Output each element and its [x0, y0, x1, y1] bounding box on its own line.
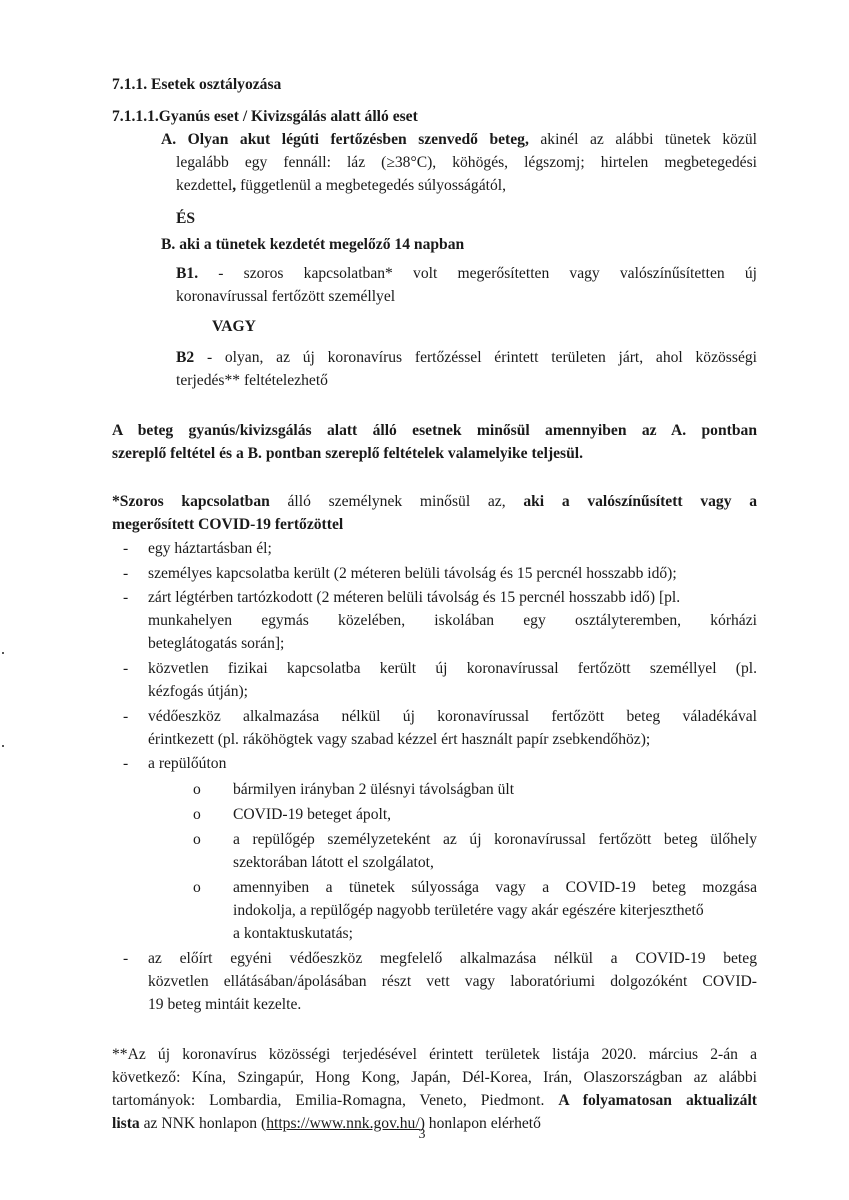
list-item-continuation: beteglátogatás során];	[148, 635, 285, 652]
list-item: az előírt egyéni védőeszköz megfelelő alkalmazása nélkül a COVID-19 beteg	[148, 950, 757, 967]
vagy-connector: VAGY	[212, 318, 256, 335]
point-a-bold: A. Olyan akut légúti fertőzésben szenvedő beteg,	[161, 131, 529, 148]
nnk-link[interactable]: https://www.nnk.gov.hu/	[266, 1115, 420, 1132]
footnote-line-2: következő: Kína, Szingapúr, Hong Kong, Japán, Dél-Korea, Irán, Olaszországban az alábbi	[112, 1069, 757, 1086]
list-item: védőeszköz alkalmazása nélkül új koronavírussal fertőzött beteg váladékával	[148, 708, 757, 725]
sub-list-item: bármilyen irányban 2 ülésnyi távolságban ült	[233, 781, 515, 798]
summary-line-2: szereplő feltétel és a B. pontban szereplő feltételek valamelyike teljesül.	[112, 445, 584, 462]
bullet-dash: -	[123, 950, 129, 967]
sub-bullet-circle: o	[193, 879, 201, 896]
list-item: személyes kapcsolatba került (2 méteren belüli távolság és 15 percnél hosszabb idő);	[148, 565, 677, 582]
sub-list-item-continuation: szektorában látott el szolgálatot,	[233, 854, 434, 871]
sub-bullet-circle: o	[193, 806, 201, 823]
point-a-l3a: kezdettel	[176, 177, 233, 194]
list-item: zárt légtérben tartózkodott (2 méteren belüli távolság és 15 percnél hosszabb idő) [pl.	[148, 589, 681, 606]
bullet-dash: -	[123, 755, 129, 772]
bullet-dash: -	[123, 708, 129, 725]
point-a-line-2: legalább egy fennáll: láz (≥38°C), köhögés, légszomj; hirtelen megbetegedési	[176, 154, 757, 171]
b2-line-1	[176, 346, 757, 369]
list-item-continuation: 19 beteg mintáit kezelte.	[148, 996, 302, 1013]
b1-line-1	[176, 262, 757, 285]
point-a-line-1	[161, 128, 757, 151]
bullet-dash: -	[123, 565, 129, 582]
scan-speck	[2, 652, 4, 654]
bullet-dash: -	[123, 589, 129, 606]
subsection-heading: 7.1.1.1.Gyanús eset / Kivizsgálás alatt álló eset	[112, 108, 418, 125]
b2-line-2: terjedés** feltételezhető	[176, 372, 328, 389]
close-contact-line-1	[112, 490, 757, 513]
list-item-continuation: munkahelyen egymás közelében, iskolában egy osztályteremben, kórházi	[148, 612, 757, 629]
section-heading: 7.1.1. Esetek osztályozása	[112, 76, 282, 93]
list-item-continuation: kézfogás útján);	[148, 683, 249, 700]
footnote-l4-tail: ) honlapon elérhető	[419, 1115, 541, 1132]
close-contact-line-2: megerősített COVID-19 fertőzöttel	[112, 516, 344, 533]
page-number: 3	[418, 1127, 426, 1142]
close-contact-bold-c: aki a valószínűsített vagy a	[523, 493, 758, 510]
close-contact-bold-a: *Szoros kapcsolatban	[112, 493, 270, 510]
b2-text: - olyan, az új koronavírus fertőzéssel érintett területen járt, ahol közösségi	[194, 349, 757, 366]
list-item: egy háztartásban él;	[148, 540, 272, 557]
b2-label: B2	[176, 349, 195, 366]
point-b-heading: B. aki a tünetek kezdetét megelőző 14 napban	[161, 236, 465, 253]
point-a-line-3	[176, 174, 506, 197]
list-item: közvetlen fizikai kapcsolatba került új koronavírussal fertőzött személlyel (pl.	[148, 660, 757, 677]
footnote-line-4	[112, 1112, 541, 1135]
sub-list-item-continuation: a kontaktuskutatás;	[233, 925, 353, 942]
point-a-l3b: függetlenül a megbetegedés súlyosságától,	[236, 177, 506, 194]
list-item-continuation: közvetlen ellátásában/ápolásában részt vett vagy laboratóriumi dolgozóként COVID-	[148, 973, 757, 990]
close-contact-normal: álló személynek minősül az,	[269, 493, 524, 510]
b1-text: - szoros kapcsolatban* volt megerősítetten vagy valószínűsítetten új	[198, 265, 757, 282]
sub-list-item: a repülőgép személyzeteként az új koronavírussal fertőzött beteg ülőhely	[233, 831, 757, 848]
point-a-rest: akinél az alábbi tünetek közül	[528, 131, 757, 148]
sub-bullet-circle: o	[193, 831, 201, 848]
sub-list-item: COVID-19 beteget ápolt,	[233, 806, 392, 823]
list-item-continuation: érintkezett (pl. ráköhögtek vagy szabad kézzel ért használt papír zsebkendőhöz);	[148, 731, 651, 748]
sub-list-item: amennyiben a tünetek súlyossága vagy a COVID-19 beteg mozgása	[233, 879, 757, 896]
bullet-dash: -	[123, 540, 129, 557]
scan-speck	[2, 745, 4, 747]
footnote-line-1: **Az új koronavírus közösségi terjedésével érintett területek listája 2020. március 2-án a	[112, 1046, 757, 1063]
sub-bullet-circle: o	[193, 781, 201, 798]
b1-label: B1.	[176, 265, 199, 282]
list-item: a repülőúton	[148, 755, 227, 772]
footnote-line-3	[112, 1089, 757, 1112]
summary-line-1: A beteg gyanús/kivizsgálás alatt álló esetnek minősül amennyiben az A. pontban	[112, 422, 757, 439]
sub-list-item-continuation: indokolja, a repülőgép nagyobb területére vagy akár egészére kiterjeszthető	[233, 902, 704, 919]
footnote-l4-bold: lista	[112, 1115, 140, 1132]
footnote-l3-normal: tartományok: Lombardia, Emilia-Romagna, Veneto, Piedmont.	[112, 1092, 559, 1109]
es-connector: ÉS	[176, 210, 196, 227]
bullet-dash: -	[123, 660, 129, 677]
b1-line-2: koronavírussal fertőzött személlyel	[176, 288, 396, 305]
footnote-l3-bold: A folyamatosan aktualizált	[558, 1092, 757, 1109]
point-a-comma: ,	[232, 177, 237, 194]
footnote-l4-normal: az NNK honlapon (	[139, 1115, 267, 1132]
